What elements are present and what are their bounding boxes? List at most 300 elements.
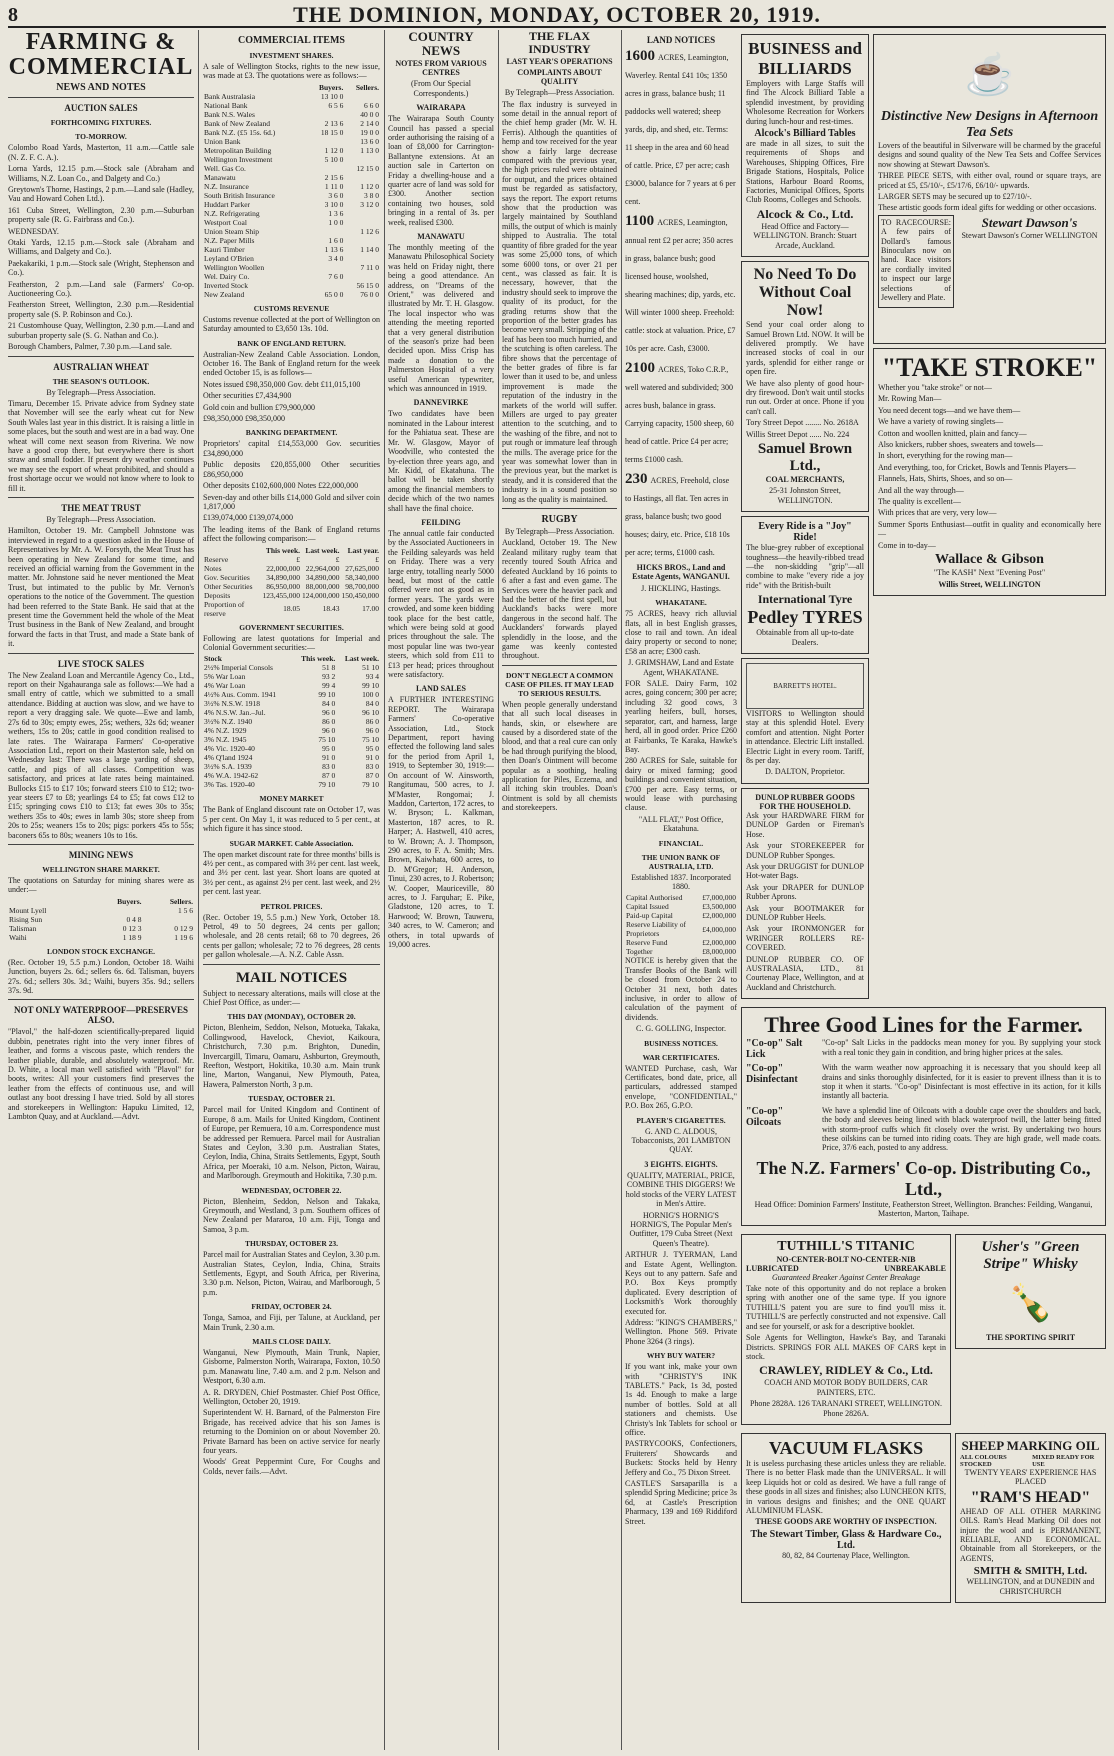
auction-list [8, 143, 194, 351]
lines-items [746, 1038, 1101, 1155]
table-cell: 1 12 0 [324, 145, 344, 155]
farm-line-name: "Co-op" Salt Lick [746, 1038, 803, 1061]
article-body: The Bank of England discount rate on October 17, was 5 per cent. On May 1, it was reduced to 5 per cent., at which figure it has since stood. [203, 805, 380, 834]
table-row [203, 690, 380, 699]
ad-body: Guaranteed Breaker Against Center Breakage [771, 1272, 921, 1282]
table-header-cell: This week. [265, 545, 300, 555]
table-cell: 1 14 0 [360, 244, 379, 254]
table-cell: Mount Lyell [9, 905, 47, 915]
table-cell: 99 4 [322, 681, 336, 691]
notice-body: 75 ACRES, heavy rich alluvial flats, all in best English grasses, close to rail and town. An ideal dairy property or second to none; £58 an acre; £300 cash. [625, 609, 737, 656]
table-cell: 65 0 0 [324, 289, 344, 299]
column-rule [198, 30, 199, 1750]
table-row [203, 281, 380, 290]
dunlop-item: Ask your STOREKEEPER for DUNLOP Rubber Sponges. [746, 841, 864, 860]
article-body: The leading items of the Bank of England returns affect the following comparison:— [203, 524, 380, 544]
table-row [203, 290, 380, 299]
stroke-lines [878, 383, 1101, 550]
auction-heading: AUCTION SALES [64, 103, 138, 114]
country-section-heading: MANAWATU [417, 231, 465, 241]
rugby-heading: RUGBY [541, 514, 578, 526]
country-title: COUNTRY NEWS [408, 30, 474, 58]
table-cell: 124,000,000 [302, 590, 340, 600]
table-cell [307, 281, 344, 290]
table-cell [344, 254, 380, 263]
stroke-line: With prices that are very, very low— [878, 508, 997, 518]
table-cell: 1 3 6 [328, 208, 344, 218]
ad-brand: "RAM'S HEAD" [970, 1488, 1091, 1506]
auction-item: Colombo Road Yards, Masterton, 11 a.m.—Cattle sale (N. Z. F. C. A.). [8, 143, 194, 162]
table-cell: 86 0 [322, 717, 336, 727]
table-row [203, 744, 380, 753]
mail-day-body: Parcel mail for United Kingdom and Continent of Europe, 8 a.m. Mails for United Kingdom, Continent of Europe, per Remuera, 10 a.m. Correspondence must be addressed per Remuera. Parcel mail for Australian States and Ceylon, 3.30 p.m. Australian States, Ceylon, India, China, Straits Settlements, Egypt, South Africa, per Moeraki, 10 a.m. Nelson, Picton, Wairau, and Marlborough. Greymouth and Hokitika, 7.30 p.m. [203, 1105, 380, 1181]
agent-name: J. HICKLING, Hastings. [641, 583, 721, 593]
table-cell: 13 10 0 [320, 91, 344, 101]
article-body: A sale of Wellington Stocks, rights to the new issue, was made at £3. The quotations were as follows:— [203, 62, 380, 81]
article-body: Hamilton, October 19. Mr. Campbell Johnstone was interviewed in regard to a question asked in the House of Representatives by Mr. A. W. Forsyth, the Meat Trust has been operating in New Zealand for some time, and received an official warning from the Government in the matter. Mr. Johnstone said he never mentioned the Meat Trust, but intimated to the public by Mr. Vernon's operations to the notice of the Government. The question had been referred to the State Bank. He said that at the present time the Government held the whole of the Meat Trust business in the Bank of New Zealand, and brought forward the facts in that Trust, and made a State bank of it. [8, 526, 194, 649]
notice-body: HORNIG'S HORNIG'S HORNIG'S, The Popular Men's Outfitter, 179 Cuba Street (Next Queen's Theatre). [629, 1210, 733, 1248]
coal-lines [746, 418, 864, 439]
tuthill-ad [741, 1234, 951, 1425]
article-body: Superintendent W. H. Barnard, of the Palmerston Fire Brigade, has received advice that his son James is returning to the Dominion on or about November 20. Private Barnard has been on active service for nearly four years. [203, 1408, 380, 1456]
article-body: The flax industry is surveyed in some detail in the annual report of the chief hemp grader (Mr. W. H. Ferris). Although the quantities of hemp and tow received for the year show a fairly large decrease compared with the previous year, the high prices ruled were obtained for output, and the prices obtained must be regarded as satisfactory, says the report. The export returns show that the production was largely maintained by Southland mills, the output of which is mainly shipped to Australia. The total quantity of fibre graded for the year was some 25,000 tons, of which some 6000 tons, or over 21 per cent., was classed as fair. It is necessary, however, that the industry should seek to improve the quality of its product, for the grading returns show that the proportion of the better grades has become very small. Stripping of the leaf has been too much hurried, and the scutching is often careless. The fibre shows that the percentage of the better grades of fibre is far lower than it used to be, and unless improvement is made the reputation of the industry in the markets of the world will suffer. Millers are urged to pay greater attention to the scutching, and to the washing of the fibre, and not to put rough or immature leaf through the mills. The average price for the year was somewhat lower than in the previous year, but the market is steady, and it is considered that the industry is in a sound position so long as the quality is maintained. [502, 99, 617, 504]
table-cell: 51 8 [322, 663, 336, 673]
ad-title: Every Ride is a "Joy" Ride! [758, 521, 852, 544]
ad-body: Head Office: Dominion Farmers' Institute, Featherston Street, Wellington. Branches: Feilding, Wanganui, Masterton, Marton, Taihape. [754, 1199, 1093, 1219]
ad-company: SMITH & SMITH, Ltd. [973, 1565, 1088, 1578]
subheading: BANKING DEPARTMENT. [245, 428, 338, 438]
table-cell: 3 10 0 [324, 199, 344, 209]
ad-title: Usher's "Green Stripe" Whisky [981, 1238, 1080, 1272]
land-item [625, 359, 737, 467]
table-cell: Reserve [204, 554, 229, 564]
ad-body: DUNLOP RUBBER CO. OF AUSTRALASIA, LTD., 81 Courtenay Place, Wellington, and at Auckland and Christchurch. [746, 954, 864, 992]
land-description: ACRES, Leamington, annual rent £2 per acre; 350 acres in grass, balance bush; good licensed house, woolshed, shearing machines; dip, yards, etc. Will winter 1000 sheep. Freehold: cattle: stock at valuation. Price, £7 10s per acre. Cash, £3000. [625, 218, 736, 353]
table-cell: Bank Australasia [204, 91, 256, 101]
table-cell: 99 10 [318, 690, 336, 700]
table-cell: Union Bank [204, 136, 241, 146]
table-cell: 86,950,000 [266, 581, 300, 591]
table-row [203, 591, 380, 600]
bottle-icon: 🍾 [1008, 1282, 1053, 1323]
return-line: Proprietors' capital £14,553,000 Gov. securities £34,890,000 [203, 439, 380, 458]
table-cell: Huddart Parker [204, 199, 251, 209]
table-header-cell: Last week. [305, 545, 340, 555]
table-cell: 83 0 [365, 762, 379, 772]
ad-company: Samuel Brown Ltd., [757, 440, 853, 474]
ad-body: THE SPORTING SPIRIT [985, 1332, 1076, 1342]
table-row [203, 128, 380, 137]
mail-day-heading: THIS DAY (MONDAY), OCTOBER 20. [227, 1012, 356, 1022]
notice-body: NOTICE is hereby given that the Transfer Books of the Bank will be closed from October 24 to October 31 next, both dates inclusive, in order to allow of calculation of the payment of dividends. [625, 956, 737, 1022]
mail-day-body: Wanganui, New Plymouth, Main Trunk, Napier, Gisborne, Palmerston North, Wairarapa, Foxton, 10.50 p.m. Manawatu line, 7.40 a.m. and 2 p.m. Nelson and Westport, 6.30 a.m. [203, 1348, 380, 1386]
subheading: CUSTOMS REVENUE [253, 303, 330, 313]
table-cell: 2½% Imperial Consols [204, 663, 273, 673]
subheading: FINANCIAL. [658, 838, 704, 848]
subheading: GOVERNMENT SECURITIES. [239, 622, 344, 632]
ad-body: Obtainable from all up-to-date Dealers. [756, 628, 854, 647]
table-cell: 58,340,000 [345, 572, 379, 582]
wheat-heading: AUSTRALIAN WHEAT [53, 361, 149, 372]
auction-item: Featherston Street, Wellington, 2.30 p.m.—Residential property sale (S. P. Robinson and Co.). [8, 300, 194, 319]
notice-body: FOR SALE. Dairy Farm, 102 acres, going concern; 300 per acre; including 32 good cows, 3 yearling heifers, bull, horses, separator, cart, and harness, large herd, all in good order. Price £260 at Fairbanks, Te Karaka, Hawke's Bay. [625, 679, 737, 754]
hotel-ad [741, 658, 869, 784]
table-row [8, 906, 194, 915]
mail-day-body: Picton, Blenheim, Seddon, Nelson, Motueka, Takaka, Collingwood, Havelock, Cheviot, Kaikoura, Christchurch, 7.30 p.m. Brighton, Dunedin, Invercargill, Timaru, Oamaru, Ashburton, Greymouth, Reefton, Westport, Hokitika, 10.30 a.m. Main trunk line, Marton, Wanganui, New Plymouth, Patea, Hawera, Palmerston North, 3 p.m. [203, 1023, 380, 1089]
land-acreage: 1600 [625, 48, 655, 64]
table-cell: Union Steam Ship [204, 226, 260, 236]
table-cell: 56 15 0 [356, 280, 379, 290]
table-cell: 4% N.Z. 1929 [204, 726, 247, 736]
notice-body: Address: "KING'S CHAMBERS," Wellington. Phone 569. Private Phone 3264 (3 rings). [625, 1317, 737, 1346]
masthead [8, 4, 1106, 28]
stroke-line: And everything, too, for Cricket, Bowls and Tennis Players— [878, 462, 1076, 472]
byline: By Telegraph—Press Association. [46, 514, 156, 524]
auction-item: Paekakariki, 1 p.m.—Stock sale (Wright, Stephenson and Co.). [8, 258, 194, 278]
table-row [203, 209, 380, 218]
table-cell: Westport Coal [204, 217, 247, 227]
ad-label: MIXED READY FOR USE [1032, 1453, 1095, 1468]
table-cell: £ [296, 554, 300, 564]
subheading: DON'T NEGLECT A COMMON CASE OF PILES. IT MAY LEAD TO SERIOUS RESULTS. [505, 670, 614, 698]
subheading: WAR CERTIFICATES. [642, 1052, 720, 1062]
article-body: (Rec. October 19, 5.5 p.m.) New York, October 18. Petrol, 49 to 50 degrees, 24 cents per gallon; wholesale, and 28 cents retail; 68 to 70 degrees, 26 cents per gallon; wholesale; 72 to 76 degrees, 28 cents per gallon wholesale.—A. N.Z. Cable Assn. [203, 912, 380, 960]
meat-heading: THE MEAT TRUST [61, 502, 141, 513]
coal-ad [741, 261, 869, 512]
table-row [203, 92, 380, 101]
table-cell: Talisman [9, 923, 37, 933]
table-cell: Bank N.Z. (£5 15s. 6d.) [204, 127, 276, 137]
article-body: Auckland, October 19. The New Zealand military rugby team that recently toured South Africa and defeated Auckland by 16 points to 6 after a fast and even game. The Services were the heavier pack and had the better of the first spell, but Auckland's backs were more dangerous in the second half. The Aucklanders' forwards played splendidly in the loose, and the game was keenly contested throughout. [502, 538, 617, 661]
table-cell: 150,450,000 [341, 590, 379, 600]
mail-day-body: Tonga, Samoa, and Fiji, per Talune, at Auckland, per Main Trunk, 2.30 a.m. [203, 1313, 380, 1332]
table-cell: 2 14 0 [360, 118, 379, 128]
ad-body: AHEAD OF ALL OTHER MARKING OILS. Ram's Head Marking Oil does not injure the wool and is PERMANENT, RELIABLE, AND ECONOMICAL. Obtainable from all Storekeepers, or the AGENTS, [960, 1506, 1101, 1563]
table-cell: 123,455,000 [262, 590, 300, 600]
table-cell: 3½% N.S.W. 1918 [204, 699, 260, 709]
table-cell: 95 0 [322, 744, 336, 754]
table-header-cell [8, 897, 89, 906]
table-cell: 6 5 6 [328, 100, 344, 110]
table-cell: Reserve Liability of Proprietors [626, 920, 686, 939]
page-number: 8 [8, 3, 18, 26]
table-cell: 40 0 0 [360, 109, 379, 119]
table-row [203, 717, 380, 726]
table-cell: Proportion of reserve [204, 599, 245, 618]
table-cell: New Zealand [204, 289, 245, 299]
mail-day-heading: FRIDAY, OCTOBER 24. [251, 1302, 332, 1312]
table-row [8, 915, 194, 924]
ad-body: The blue-grey rubber of exceptional toughness—the heavily-ribbed tread—the non-skidding "grip"—all combine to make "every ride a joy ride" with the British-built [746, 543, 864, 590]
table-cell: N.Z. Refrigerating [204, 208, 260, 218]
usher-col [955, 1230, 1106, 1429]
subheading: FORTHCOMING FIXTURES. [50, 118, 152, 128]
table-cell: £8,000,000 [702, 947, 736, 957]
commercial-heading: COMMERCIAL ITEMS [238, 35, 345, 46]
ad-title: TUTHILL'S TITANIC [777, 1238, 915, 1254]
pedley-ad [741, 516, 869, 654]
table-cell: 22,000,000 [266, 563, 300, 573]
table-header-cell: Last year. [347, 545, 379, 555]
table-cell: £2,000,000 [702, 911, 736, 921]
land-item [625, 47, 737, 209]
table-cell: Bank of New Zealand [204, 118, 271, 128]
subheading: TO-MORROW. [75, 132, 127, 142]
byline: By Telegraph—Press Association. [46, 387, 156, 397]
table-cell: Well. Gas Co. [204, 163, 246, 173]
return-line: Other deposits £102,600,000 Notes £22,000,000 [203, 481, 359, 491]
table-cell: 3 4 0 [328, 253, 344, 263]
ad-label: UNBREAKABLE [884, 1263, 946, 1273]
table-cell: 1 13 0 [360, 145, 379, 155]
table-cell [344, 272, 380, 281]
farm-line-item [746, 1038, 1101, 1060]
farmers-ad [741, 1007, 1106, 1225]
subheading: WHY BUY WATER? [646, 1351, 716, 1361]
bank-name: THE UNION BANK OF AUSTRALIA, LTD. [641, 852, 721, 871]
section-subtitle: NEWS AND NOTES [56, 82, 146, 94]
mail-days [203, 1012, 380, 1385]
table-cell: National Bank [204, 100, 248, 110]
table-header-cell: Sellers. [169, 896, 193, 906]
table-cell [307, 227, 344, 236]
table-cell: 3% N.Z. 1945 [204, 735, 247, 745]
table-cell: 79 10 [362, 780, 379, 790]
ad-body: WELLINGTON, and at DUNEDIN and CHRISTCHURCH [966, 1577, 1095, 1596]
ad-body: VISITORS to Wellington should stay at this splendid Hotel. Every comfort and attention. Night Porter in attendance. Electric Lift installed. Electric Light in every room. Tariff, 8s per day. [746, 709, 864, 766]
ad-title: International Tyre [757, 592, 853, 607]
table-cell: Capital Authorised [626, 893, 683, 903]
table-cell: 6 6 0 [364, 100, 379, 110]
ad-body: D. DALTON, Proprietor. [765, 767, 845, 777]
ad-body: These artistic goods form ideal gifts for wedding or other occasions. [878, 203, 1097, 213]
stroke-line: Come in to-day— [878, 540, 936, 550]
table-row [203, 245, 380, 254]
table-cell: 34,890,000 [305, 572, 340, 582]
hotel-caption: BARRETT'S HOTEL. [773, 682, 837, 691]
table-cell: Capital Issued [626, 902, 669, 912]
table-cell: N.Z. Insurance [204, 181, 249, 191]
table-header-row [203, 83, 380, 92]
table-cell: Inverted Stock [204, 280, 248, 290]
stroke-line: We have a variety of rowing singlets— [878, 417, 1004, 427]
table-row [203, 672, 380, 681]
table-cell: 3 12 0 [360, 199, 379, 209]
table-cell: Wellington Investment [204, 154, 273, 164]
table-row [203, 573, 380, 582]
table-row [203, 263, 380, 272]
table-cell: 5% War Loan [204, 672, 246, 682]
column-rule [621, 30, 622, 1750]
table-cell: 96 10 [362, 708, 379, 718]
table-cell: 4½% Aus. Comm. 1941 [204, 690, 277, 700]
ad-subtitle: NO-CENTER-BOLT NO-CENTER-NIB [776, 1254, 916, 1264]
table-cell: 79 10 [318, 780, 336, 790]
table-row [203, 272, 380, 281]
table-row [203, 555, 380, 564]
ad-title: DUNLOP RUBBER GOODS FOR THE HOUSEHOLD. [755, 792, 855, 811]
table-row [203, 564, 380, 573]
ad-body: TO RACECOURSE: A few pairs of Dollard's famous Binoculars now on hand. Race visitors are cordially invited to inspect our large selections of Jewellery and Plate. [881, 217, 951, 303]
column-commercial [203, 30, 380, 1478]
ad-body: Employers with Large Staffs will find The Alcock Billiard Table a splendid investment, by providing Wholesome Recreation for Workers during lunch-hour and rest-times. [746, 79, 864, 126]
article-body: When people generally understand that all such local diseases in hands, skin, or elsewhere are caused by a disordered state of the blood, and that a real cure can only be had through purifying the blood, then Doan's Ointment will become popular as a soothing, healing application for Piles, Eczema, and all itching skin troubles. Doan's Ointment is sold by all chemists and storekeepers. [502, 699, 617, 813]
ad-label: LUBRICATED [746, 1263, 799, 1273]
return-line: Gold coin and bullion £79,900,000 [203, 402, 315, 412]
table-header-cell: Stock [204, 654, 222, 664]
livestock-heading: LIVE STOCK SALES [57, 658, 145, 669]
mail-day-body: Parcel mail for Australian States and Ceylon, 3.30 p.m. Australian States, Ceylon, India, China, Straits Settlements, Egypt, and South Africa, per Riverina, 3.30 p.m. Nelson, Picton, Wairau, and Marlborough, 5 p.m. [203, 1250, 380, 1297]
land-description: ACRES, Leamington, Waverley. Rental £41 10s; 1350 acres in grass, balance bush; 11 paddocks well watered; sheep yards, dip, and shed, etc. Terms: 11 sheep in the area and 60 head of cattle. Price, £7 per acre; cash £3000, balance for 7 years at 6 per cent. [625, 53, 736, 206]
table-row [203, 753, 380, 762]
table-cell: 51 10 [362, 663, 379, 673]
table-cell: 27,625,000 [345, 563, 379, 573]
farm-line-item [746, 1063, 1101, 1103]
table-cell: 1 12 0 [360, 181, 379, 191]
sheep-oil-ad [955, 1433, 1106, 1603]
table-cell: 93 2 [322, 672, 336, 682]
ad-body: THESE GOODS ARE WORTHY OF INSPECTION. [755, 1517, 937, 1527]
table-row [203, 146, 380, 155]
table-cell: Metropolitan Building [204, 145, 272, 155]
stroke-line: Mr. Rowing Man— [878, 394, 942, 404]
table-row [203, 164, 380, 173]
ad-body: Phone 2828A. 126 TARANAKI STREET, WELLINGTON. Phone 2826A. [749, 1399, 943, 1418]
subheading: BUSINESS NOTICES. [644, 1038, 718, 1048]
table-cell: 4% W.A. 1942-62 [204, 771, 259, 781]
notice-body: PASTRYCOOKS, Confectioners, Fruiterers' Showcards and Buckets: Stocks held by Henry Jeffery and Co., 75 Dixon Street. [625, 1439, 737, 1477]
table-row [203, 236, 380, 245]
auction-item: Borough Chambers, Palmer, 7.30 p.m.—Land sale. [8, 342, 172, 352]
table-cell: 87 0 [365, 771, 379, 781]
table-cell: 3% Tas. 1920-40 [204, 780, 255, 790]
table-cell: Deposits [204, 590, 231, 600]
ad-company: Wallace & Gibson [935, 552, 1044, 568]
notice-body: QUALITY, MATERIAL, PRICE, COMBINE THIS DIGGERS! We hold stocks of the VERY LATEST in Men's Attire. [625, 1170, 737, 1209]
table-row [203, 200, 380, 209]
notice-body: Established 1837. Incorporated 1880. [631, 872, 731, 891]
mail-day-heading: WEDNESDAY, OCTOBER 22. [241, 1185, 342, 1195]
agent-name: HICKS BROS., Land and Estate Agents, WANGANUI. [632, 563, 730, 582]
table-header-cell: Buyers. [117, 896, 142, 906]
ad-title: Alcock's Billiard Tables [754, 128, 856, 140]
ads-left [741, 30, 869, 1003]
notice-body: C. G. GOLLING, Inspector. [636, 1024, 726, 1034]
table-cell: 84 0 [365, 699, 379, 709]
auction-item: Greytown's Thorne, Hastings, 2 p.m.—Land sale (Hadley, Vau and Howard Cohen Ltd.). [8, 185, 194, 204]
table-header-cell [203, 546, 262, 555]
table-cell: Paid-up Capital [626, 911, 673, 921]
ad-title: Distinctive New Designs in Afternoon Tea Sets [880, 109, 1099, 140]
dunlop-ad [741, 788, 869, 999]
table-header-row [203, 654, 380, 663]
subheading: 3 EIGHTS. EIGHTS. [644, 1159, 718, 1169]
table-cell: £7,000,000 [702, 893, 736, 903]
table-header-row [8, 897, 194, 906]
subheading: SUGAR MARKET. Cable Association. [229, 838, 354, 848]
table-cell: 88,000,000 [305, 581, 340, 591]
dunlop-item: Ask your HARDWARE FIRM for DUNLOP Garden or Fireman's Hose. [746, 810, 864, 839]
stroke-line: Cotton and woollen knitted, plain and fancy— [878, 428, 1027, 438]
subheading: LONDON STOCK EXCHANGE. [46, 946, 155, 956]
ad-title: "TAKE STROKE" [881, 353, 1098, 382]
table-cell: 83 0 [322, 762, 336, 772]
article-body: Timaru, December 15. Private advice from Sydney state that November will see the early wheat cut for New South Wales last year in this district. It is raising a little in some places, but the south and west are in a bad way. One wheat will come next season from Riverina. We now have a good crop there, but everywhere there is short straw and small fodder. If present dry weather continues we may see the export of wheat prohibited, and should a frost shortage occur we would not know where to look to fill it. [8, 398, 194, 493]
table-cell: Wel. Dairy Co. [204, 271, 250, 281]
subheading: MONEY MARKET [259, 794, 324, 804]
table-row [625, 893, 737, 902]
stroke-line: Whether you "take stroke" or not— [878, 383, 992, 392]
table-row [203, 708, 380, 717]
subheading: WHAKATANE. [655, 598, 707, 608]
table-row [203, 663, 380, 672]
byline: By Telegraph—Press Association. [504, 88, 615, 98]
land-items [625, 47, 737, 560]
land-acreage: 1100 [625, 213, 655, 229]
auction-item: Featherston, 2 p.m.—Land sale (Farmers' Co-op. Auctioneering Co.). [8, 279, 194, 299]
table-cell: Waihi [9, 932, 27, 942]
stroke-line: You need decent togs—and we have them— [878, 405, 1021, 415]
table-cell: Other Securities [204, 581, 253, 591]
masthead-title: THE DOMINION, MONDAY, OCTOBER 20, 1919. [293, 2, 821, 27]
stroke-line: In short, everything for the rowing man— [878, 451, 1013, 461]
ad-company: The Stewart Timber, Glass & Hardware Co., Ltd. [750, 1528, 942, 1551]
article-body: Subject to necessary alterations, mails will close at the Chief Post Office, as under:— [203, 988, 380, 1008]
table-cell [307, 164, 344, 173]
table-cell: 1 6 0 [328, 235, 344, 245]
stroke-line: Summer Sports Enthusiast—outfit in quality and economically here— [878, 519, 1101, 539]
return-line: Public deposits £20,855,000 Other securities £86,950,000 [203, 460, 380, 479]
notice-body: If you want ink, make your own with "CHRISTY'S INK TABLETS." Pack, 1s 3d, posted 1s 4d. Enough to make a large number of bottles. Sold at all stationers and chemists. Use Christy's Ink Tablets for school or office. [625, 1362, 737, 1438]
mail-heading: MAIL NOTICES [235, 969, 348, 986]
table-cell: 98,700,000 [345, 581, 379, 591]
table-cell: 4% War Loan [204, 681, 246, 691]
table-cell: 1 13 6 [324, 244, 344, 254]
ad-title: BUSINESS and BILLIARDS [748, 39, 862, 78]
boe-lines [203, 380, 380, 424]
article-body: A. R. DRYDEN, Chief Postmaster. Chief Post Office, Wellington, October 20, 1919. [203, 1387, 380, 1407]
ad-body: Stewart Dawson's Corner WELLINGTON [961, 230, 1098, 240]
table-row [203, 582, 380, 591]
byline: (From Our Special Correspondents.) [411, 79, 471, 98]
table-cell: Manawatu [204, 172, 236, 182]
country-section-heading: LAND SALES [415, 684, 466, 694]
land-item [625, 470, 737, 560]
table-header-cell [203, 83, 307, 92]
auction-item: 21 Customhouse Quay, Wellington, 2.30 p.m.—Land and suburban property sale (S. G. Nathan and Co.). [8, 321, 194, 340]
banking-lines [203, 439, 380, 522]
table-row [625, 920, 737, 938]
ad-body: Send your coal order along to Samuel Brown Ltd. NOW. It will be delivered promptly. We have increased stocks of coal in our yards, splendid for either range or open fire. [746, 320, 864, 377]
farm-line-text: "Co-op" Salt Licks in the paddocks mean money for you. By supplying your stock with a real tonic they gain in condition, and bring higher prices at the sales. [822, 1038, 1101, 1057]
country-section-heading: WAIRARAPA [416, 103, 466, 113]
table-cell: 96 0 [322, 708, 336, 718]
column-rule [498, 30, 499, 1750]
table-cell: 3 6 0 [328, 190, 344, 200]
table-row [203, 155, 380, 164]
table-cell: 19 0 0 [360, 127, 379, 137]
country-section-body: Two candidates have been nominated in the Labour interest for the Pahiatua seat. These are Mr. W. Glasgow, Mayor of Woodville, who contested the by-election three years ago, and Mr. Kidd, of Ekatahuna. The ballot will be taken shortly among the financial members to decide which of the two names shall have the final choice. [388, 409, 494, 513]
table-cell: 91 0 [365, 753, 379, 763]
table-cell: N.Z. Paper Mills [204, 235, 255, 245]
table-cell [307, 110, 344, 119]
table-row [203, 173, 380, 182]
subheading: NOTES FROM VARIOUS CENTRES [395, 59, 487, 78]
table-cell: £3,500,000 [702, 902, 736, 912]
ad-body: 80, 82, 84 Courtenay Place, Wellington. [782, 1550, 910, 1560]
table-row [203, 254, 380, 263]
plavol-heading: NOT ONLY WATERPROOF—PRESERVES ALSO. [13, 1005, 189, 1026]
